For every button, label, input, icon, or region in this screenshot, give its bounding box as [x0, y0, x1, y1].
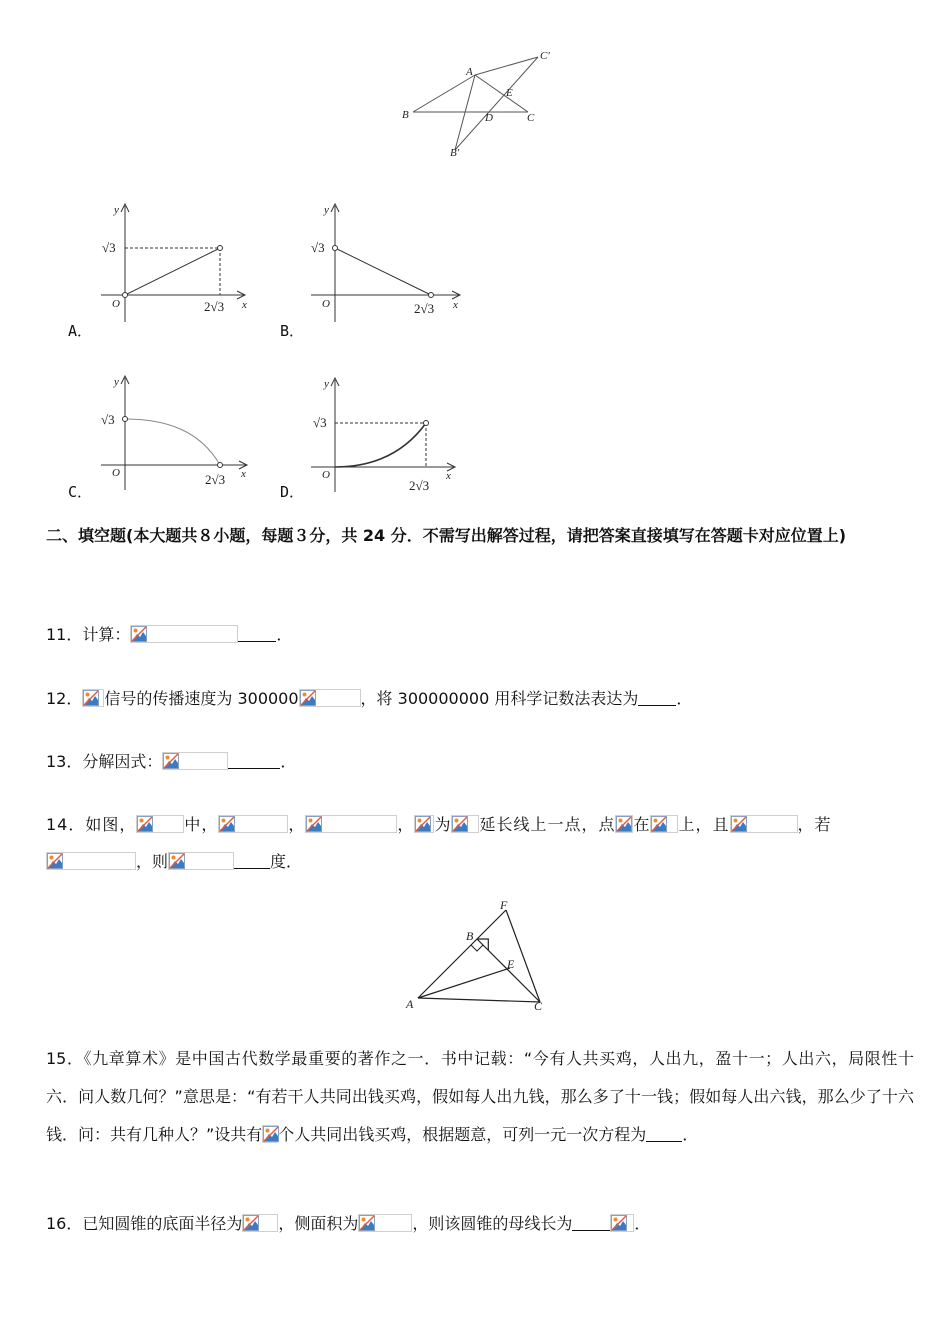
q16-text-1: 已知圆锥的底面半径为 — [82, 1214, 243, 1233]
formula-image — [46, 852, 136, 870]
section-2-title: 二、填空题(本大题共８小题，每题３分，共 24 分．不需写出解答过程，请把答案直接填写在答题卡对应位置上) — [46, 526, 847, 545]
question-14 — [46, 815, 832, 835]
answer-blank — [638, 691, 676, 706]
graph-option-b — [305, 198, 470, 328]
q14-text: 为 — [434, 815, 452, 834]
q14-text: ， — [397, 815, 415, 834]
label-C: C — [534, 999, 543, 1013]
q16-number: 16． — [46, 1214, 83, 1233]
x-mark: 2√3 — [414, 301, 435, 316]
origin-label: O — [322, 469, 330, 481]
formula-image — [358, 1214, 412, 1232]
q12-text-2: ，将 300000000 用科学记数法表达为 — [360, 689, 639, 708]
label-E: E — [507, 957, 515, 971]
axis-x-label: x — [241, 468, 246, 480]
q14-text: 中， — [184, 815, 219, 834]
label-B-prime: B′ — [450, 147, 460, 159]
q13-number: 13． — [46, 752, 83, 771]
q16-end: ． — [634, 1214, 651, 1233]
q16-text-3: ，则该圆锥的母线长为 — [412, 1214, 573, 1233]
q15-text: 15．《九章算术》是中国古代数学最重要的著作之一．书中记载：“今有人共买鸡，人出九，盈十一；人出六，局限性十六．问人数几何？”意思是：“有若干人共同出钱买鸡，假如每人出九钱，那么多了十一钱；假如每人出六钱，那么少了十六钱．问：共有几种人？”设共有 — [46, 1049, 914, 1144]
label-B: B — [402, 109, 409, 121]
formula-image — [414, 815, 434, 833]
label-C: C — [527, 112, 535, 124]
axis-x-label: x — [453, 299, 458, 311]
q13-prefix: 分解因式： — [82, 752, 163, 771]
q14-text: ， — [288, 815, 306, 834]
option-d-label: D． — [280, 483, 305, 501]
q14-triangle-figure — [400, 898, 550, 1016]
top-triangle-figure — [395, 45, 560, 165]
origin-label: O — [112, 298, 120, 310]
option-c-label: C． — [68, 483, 93, 501]
q12-text-1: 信号的传播速度为 300000 — [104, 689, 299, 708]
answer-blank — [238, 627, 276, 642]
formula-image — [136, 815, 184, 833]
question-16 — [46, 1214, 650, 1234]
q11-number: 11． — [46, 625, 83, 644]
formula-image — [242, 1214, 278, 1232]
question-13 — [46, 752, 296, 772]
graph-option-d — [305, 372, 470, 497]
label-E: E — [506, 87, 513, 99]
label-B: B — [466, 929, 474, 943]
q15-text-2: 个人共同出钱买鸡，根据题意，可列一元一次方程为 — [278, 1125, 647, 1144]
question-11 — [46, 625, 292, 645]
answer-blank — [228, 754, 280, 769]
q14-text: 上，且 — [678, 815, 730, 834]
question-14-cont — [46, 852, 302, 872]
graph-option-c — [95, 370, 260, 495]
q16-text-2: ，侧面积为 — [278, 1214, 359, 1233]
y-mark: √3 — [311, 240, 325, 255]
axis-y-label: y — [324, 378, 329, 390]
answer-blank — [646, 1127, 682, 1142]
q15-end: ． — [682, 1125, 699, 1144]
formula-image — [168, 852, 234, 870]
formula-image — [730, 815, 798, 833]
q14-text: 延长线上一点，点 — [479, 815, 616, 834]
label-A: A — [466, 66, 473, 78]
x-mark: 2√3 — [205, 472, 226, 487]
axis-y-label: y — [114, 204, 119, 216]
axis-y-label: y — [114, 376, 119, 388]
y-mark: √3 — [313, 415, 327, 430]
graph-option-a — [95, 198, 260, 328]
formula-image — [162, 752, 228, 770]
y-mark: √3 — [102, 240, 116, 255]
formula-image — [451, 815, 479, 833]
formula-image — [615, 815, 633, 833]
label-C-prime: C′ — [540, 50, 550, 62]
formula-image — [82, 689, 104, 707]
x-mark: 2√3 — [204, 299, 225, 314]
q14-number: 14． — [46, 815, 86, 834]
q13-end: ． — [280, 752, 297, 771]
q14-text: ，若 — [797, 815, 832, 834]
formula-image — [218, 815, 288, 833]
formula-image — [305, 815, 397, 833]
q14-text: 如图， — [85, 815, 137, 834]
q11-prefix: 计算： — [82, 625, 131, 644]
origin-label: O — [322, 298, 330, 310]
question-12 — [46, 689, 692, 709]
q11-end: ． — [276, 625, 293, 644]
formula-image — [299, 689, 361, 707]
question-15 — [46, 1040, 914, 1154]
formula-image — [262, 1125, 278, 1143]
origin-label: O — [112, 467, 120, 479]
answer-blank — [572, 1216, 610, 1231]
axis-x-label: x — [242, 299, 247, 311]
axis-y-label: y — [324, 204, 329, 216]
x-mark: 2√3 — [409, 478, 430, 493]
label-D: D — [485, 112, 493, 124]
formula-image — [610, 1214, 634, 1232]
option-a-label: A． — [68, 322, 93, 340]
option-b-label: B． — [280, 322, 305, 340]
formula-image — [130, 625, 238, 643]
q12-end: ． — [676, 689, 693, 708]
formula-image — [650, 815, 678, 833]
answer-blank — [234, 854, 270, 869]
label-A: A — [406, 997, 414, 1011]
y-mark: √3 — [101, 412, 115, 427]
q14-text: 在 — [633, 815, 651, 834]
q12-number: 12． — [46, 689, 83, 708]
q14-text: 度． — [270, 852, 303, 871]
axis-x-label: x — [446, 470, 451, 482]
q14-text: ，则 — [136, 852, 169, 871]
label-F: F — [500, 898, 508, 912]
